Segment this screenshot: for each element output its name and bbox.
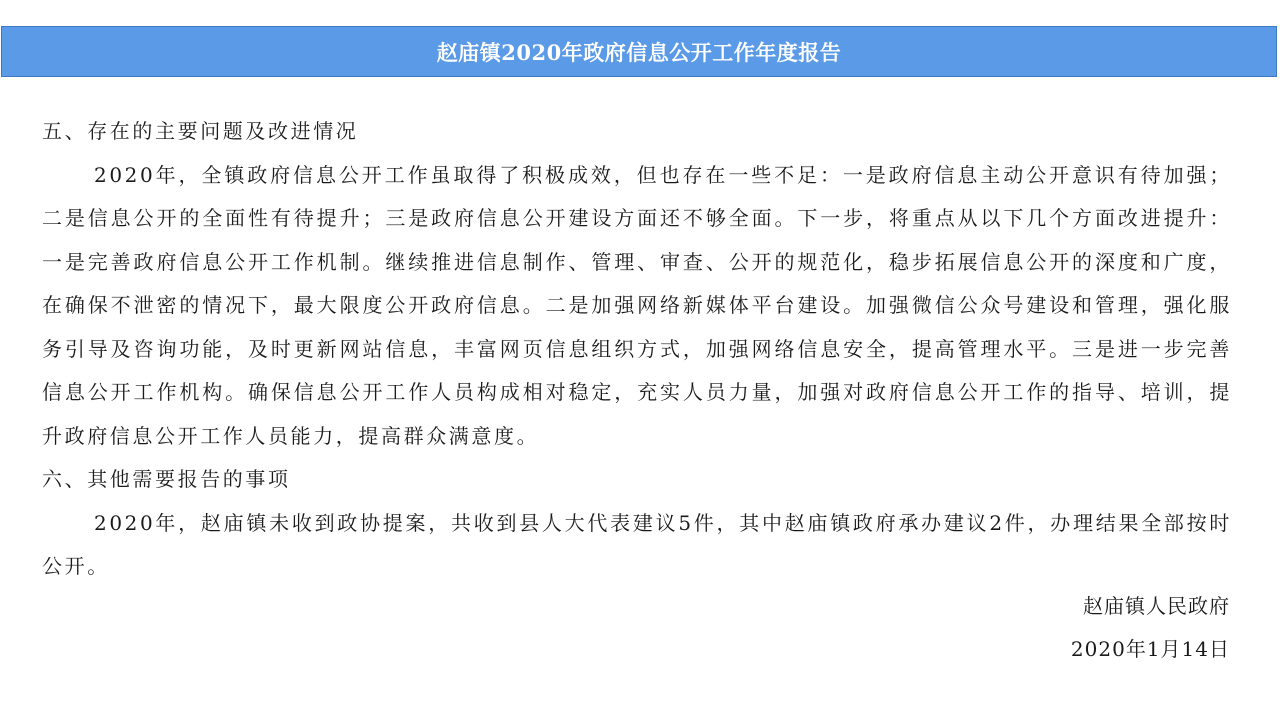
signature-organization: 赵庙镇人民政府 bbox=[1083, 594, 1230, 618]
signature-date: 2020年1月14日 bbox=[1070, 637, 1230, 661]
title-bar bbox=[1, 26, 1277, 77]
section-paragraph-problems: 2020年，全镇政府信息公开工作虽取得了积极成效，但也存在一些不足：一是政府信息主动公开意识有待加强；二是信息公开的全面性有待提升；三是政府信息公开建设方面还不够全面。下一步，将重点从以下几个方面改进提升：一是完善政府信息公开工作机制。继续推进信息制作、管理、审查、公开的规范化，稳步拓展信息公开的深度和广度，在确保不泄密的情况下，最大限度公开政府信息。二是加强网络新媒体平台建设。加强微信公众号建设和管理，强化服务引导及咨询功能，及时更新网站信息，丰富网页信息组织方式，加强网络信息安全，提高管理水平。三是进一步完善信息公开工作机构。确保信息公开工作人员构成相对稳定，充实人员力量，加强对政府信息公开工作的指导、培训，提升政府信息公开工作人员能力，提高群众满意度。 bbox=[42, 162, 1232, 448]
section-paragraph-other-matters: 2020年，赵庙镇未收到政协提案，共收到县人大代表建议5件，其中赵庙镇政府承办建议2件，办理结果全部按时公开。 bbox=[42, 510, 1232, 578]
section-heading-other-matters: 六、其他需要报告的事项 bbox=[42, 467, 291, 491]
report-body bbox=[42, 110, 1232, 589]
section-heading-problems: 五、存在的主要问题及改进情况 bbox=[42, 119, 359, 143]
page-title: 赵庙镇2020年政府信息公开工作年度报告 bbox=[436, 39, 842, 65]
